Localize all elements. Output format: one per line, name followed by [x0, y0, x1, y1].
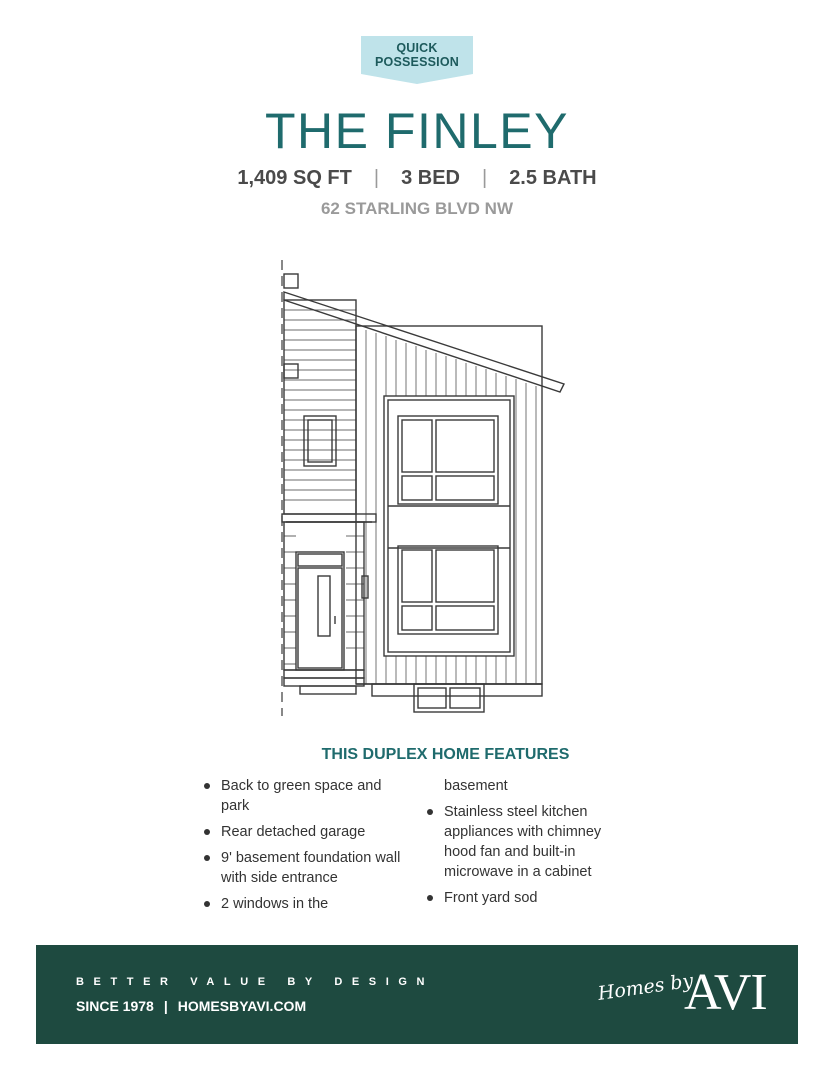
home-title: THE FINLEY	[265, 103, 569, 159]
feature-text: Stainless steel kitchen appliances with chimney hood fan and built-in microwave in a cabinet	[444, 804, 602, 880]
bullet-icon	[427, 895, 433, 901]
bullet-icon	[204, 901, 210, 907]
bullet-icon	[427, 809, 433, 815]
feature-text: Rear detached garage	[221, 824, 366, 840]
logo-script: Homes by	[596, 969, 695, 1005]
feature-text: Front yard sod	[444, 890, 538, 906]
feature-item	[204, 894, 404, 914]
bullet-icon	[204, 855, 210, 861]
feature-text: 2 windows in the	[221, 896, 329, 912]
footer-tagline: BETTER VALUE BY DESIGN	[76, 976, 435, 988]
features-heading-text: THIS DUPLEX HOME FEATURES	[321, 746, 570, 763]
feature-item	[427, 888, 637, 908]
feature-item	[204, 776, 404, 816]
footer-website-link[interactable]: HOMESBYAVI.COM	[177, 998, 307, 1014]
badge-line-2: POSSESSION	[375, 55, 459, 69]
feature-text: 9' basement foundation wall with side entrance	[221, 850, 401, 886]
spec-separator: |	[373, 167, 380, 189]
feature-item	[204, 822, 404, 842]
features-list-right	[427, 776, 637, 914]
home-specs	[0, 165, 834, 191]
logo-mark: AVI	[684, 964, 767, 1021]
spec-bed: 3 BED	[401, 167, 460, 189]
spec-sqft: 1,409 SQ FT	[237, 167, 352, 189]
spec-bath: 2.5 BATH	[509, 167, 597, 189]
quick-possession-badge	[361, 36, 473, 84]
features-heading	[0, 745, 834, 765]
home-address: 62 STARLING BLVD NW	[320, 199, 514, 218]
feature-continuation	[427, 776, 637, 796]
homes-by-avi-logo	[598, 963, 768, 1027]
bullet-icon	[204, 783, 210, 789]
footer-contact	[76, 997, 306, 1015]
feature-text: basement	[444, 778, 508, 794]
footer-since: SINCE 1978	[76, 998, 154, 1014]
spec-separator: |	[481, 167, 488, 189]
badge-line-1: QUICK	[396, 41, 438, 55]
feature-text: Back to green space and park	[221, 778, 382, 814]
house-elevation-drawing	[276, 256, 566, 718]
feature-item	[427, 802, 637, 882]
bullet-icon	[204, 829, 210, 835]
footer-separator: |	[163, 998, 168, 1014]
footer-banner	[36, 945, 798, 1044]
badge-text	[361, 41, 473, 69]
features-list-left	[204, 776, 404, 920]
feature-item	[204, 848, 404, 888]
